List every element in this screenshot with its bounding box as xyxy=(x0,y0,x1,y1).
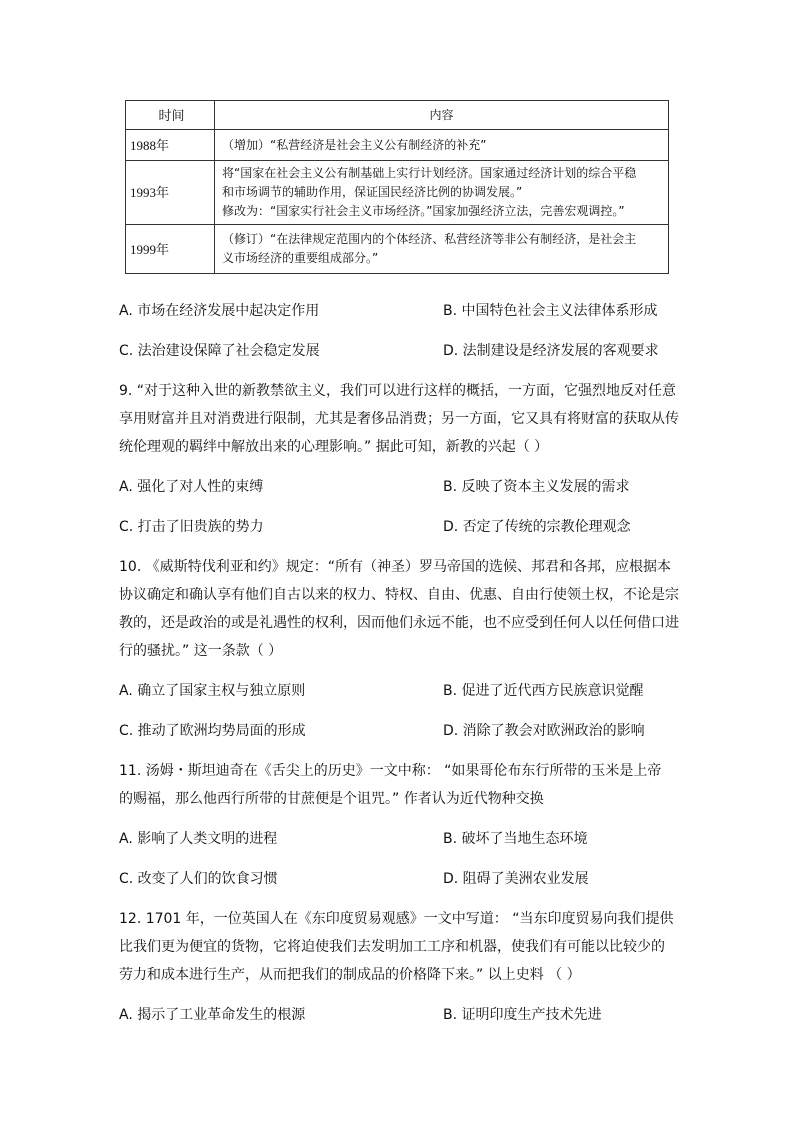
q10-option-c[interactable]: C. 推动了欧洲均势局面的形成 xyxy=(119,723,306,739)
q8-option-a[interactable]: A. 市场在经济发展中起决定作用 xyxy=(119,303,320,319)
q11-option-d[interactable]: D. 阻碍了美洲农业发展 xyxy=(443,871,589,887)
table-row xyxy=(126,161,669,225)
q11-option-a[interactable]: A. 影响了人类文明的进程 xyxy=(119,831,278,847)
content-line: 修改为：“国家实行社会主义市场经济。”国家加强经济立法，完善宏观调控。” xyxy=(222,204,625,218)
q10-stem-line: 教的，还是政治的或是礼遇性的权利，因而他们永远不能，也不应受到任何人以任何借口进 xyxy=(119,615,679,631)
q9-stem-line: 9. “对于这种入世的新教禁欲主义，我们可以进行这样的概括，一方面，它强烈地反对任意 xyxy=(119,383,677,399)
table-row xyxy=(126,130,669,161)
content-line: 和市场调节的辅助作用，保证国民经济比例的协调发展。” xyxy=(222,185,523,199)
table-cell-content xyxy=(215,130,669,161)
q8-option-c[interactable]: C. 法治建设保障了社会稳定发展 xyxy=(119,343,320,359)
content-line: 义市场经济的重要组成部分。” xyxy=(222,251,379,265)
q9-option-b[interactable]: B. 反映了资本主义发展的需求 xyxy=(443,479,630,495)
content-line: 将“国家在社会主义公有制基础上实行计划经济。国家通过经济计划的综合平稳 xyxy=(222,166,637,180)
table-cell-year: 1999年 xyxy=(126,225,215,274)
table-row xyxy=(126,225,669,274)
q10-stem-line: 10. 《威斯特伐利亚和约》规定：“所有（神圣）罗马帝国的选候、邦君和各邦，应根据本 xyxy=(119,559,671,575)
q12-option-b[interactable]: B. 证明印度生产技术先进 xyxy=(443,1007,602,1023)
table-cell-year: 1988年 xyxy=(126,130,215,161)
q9-option-c[interactable]: C. 打击了旧贵族的势力 xyxy=(119,519,264,535)
table-cell-content xyxy=(215,225,669,274)
content-line: （增加）“私营经济是社会主义公有制经济的补充” xyxy=(222,137,487,152)
q9-stem-line: 统伦理观的羁绊中解放出来的心理影响。” 据此可知，新教的兴起（ ） xyxy=(119,439,549,455)
q9-stem-line: 享用财富并且对消费进行限制，尤其是奢侈品消费；另一方面，它又具有将财富的获取从传 xyxy=(119,411,679,427)
q10-option-d[interactable]: D. 消除了教会对欧洲政治的影响 xyxy=(443,723,645,739)
q11-option-c[interactable]: C. 改变了人们的饮食习惯 xyxy=(119,871,278,887)
q8-option-b[interactable]: B. 中国特色社会主义法律体系形成 xyxy=(443,303,658,319)
q10-stem-line: 行的骚扰。” 这一条款（ ） xyxy=(119,643,283,659)
q9-option-d[interactable]: D. 否定了传统的宗教伦理观念 xyxy=(443,519,631,535)
table-header-time: 时间 xyxy=(126,101,215,130)
q11-stem-line: 的赐福，那么他西行所带的甘蔗便是个诅咒。” 作者认为近代物种交换 xyxy=(119,791,544,807)
table-cell-content xyxy=(215,161,669,225)
table-header-content: 内容 xyxy=(215,101,669,130)
constitution-amendment-table xyxy=(125,100,669,274)
q12-stem-line: 比我们更为便宜的货物，它将迫使我们去发明加工工序和机器，使我们有可能以比较少的 xyxy=(119,939,665,955)
q10-stem-line: 协议确定和确认享有他们自古以来的权力、特权、自由、优惠、自由行使领土权，不论是宗 xyxy=(119,587,679,603)
q9-option-a[interactable]: A. 强化了对人性的束缚 xyxy=(119,479,264,495)
table-header-row xyxy=(126,101,669,130)
q8-option-d[interactable]: D. 法制建设是经济发展的客观要求 xyxy=(443,343,659,359)
table-cell-year: 1993年 xyxy=(126,161,215,225)
q11-stem-line: 11. 汤姆・斯坦迪奇在《舌尖上的历史》一文中称： “如果哥伦布东行所带的玉米是上帝 xyxy=(119,763,662,779)
q12-stem-line: 12. 1701 年，一位英国人在《东印度贸易观感》一文中写道： “当东印度贸易向我们提供 xyxy=(119,911,674,927)
q11-option-b[interactable]: B. 破坏了当地生态环境 xyxy=(443,831,588,847)
q12-option-a[interactable]: A. 揭示了工业革命发生的根源 xyxy=(119,1007,306,1023)
content-line: （修订）“在法律规定范围内的个体经济、私营经济等非公有制经济，是社会主 xyxy=(222,232,637,246)
q10-option-b[interactable]: B. 促进了近代西方民族意识觉醒 xyxy=(443,683,644,699)
q10-option-a[interactable]: A. 确立了国家主权与独立原则 xyxy=(119,683,306,699)
q12-stem-line: 劳力和成本进行生产，从而把我们的制成品的价格降下来。” 以上史料 （ ） xyxy=(119,967,581,983)
